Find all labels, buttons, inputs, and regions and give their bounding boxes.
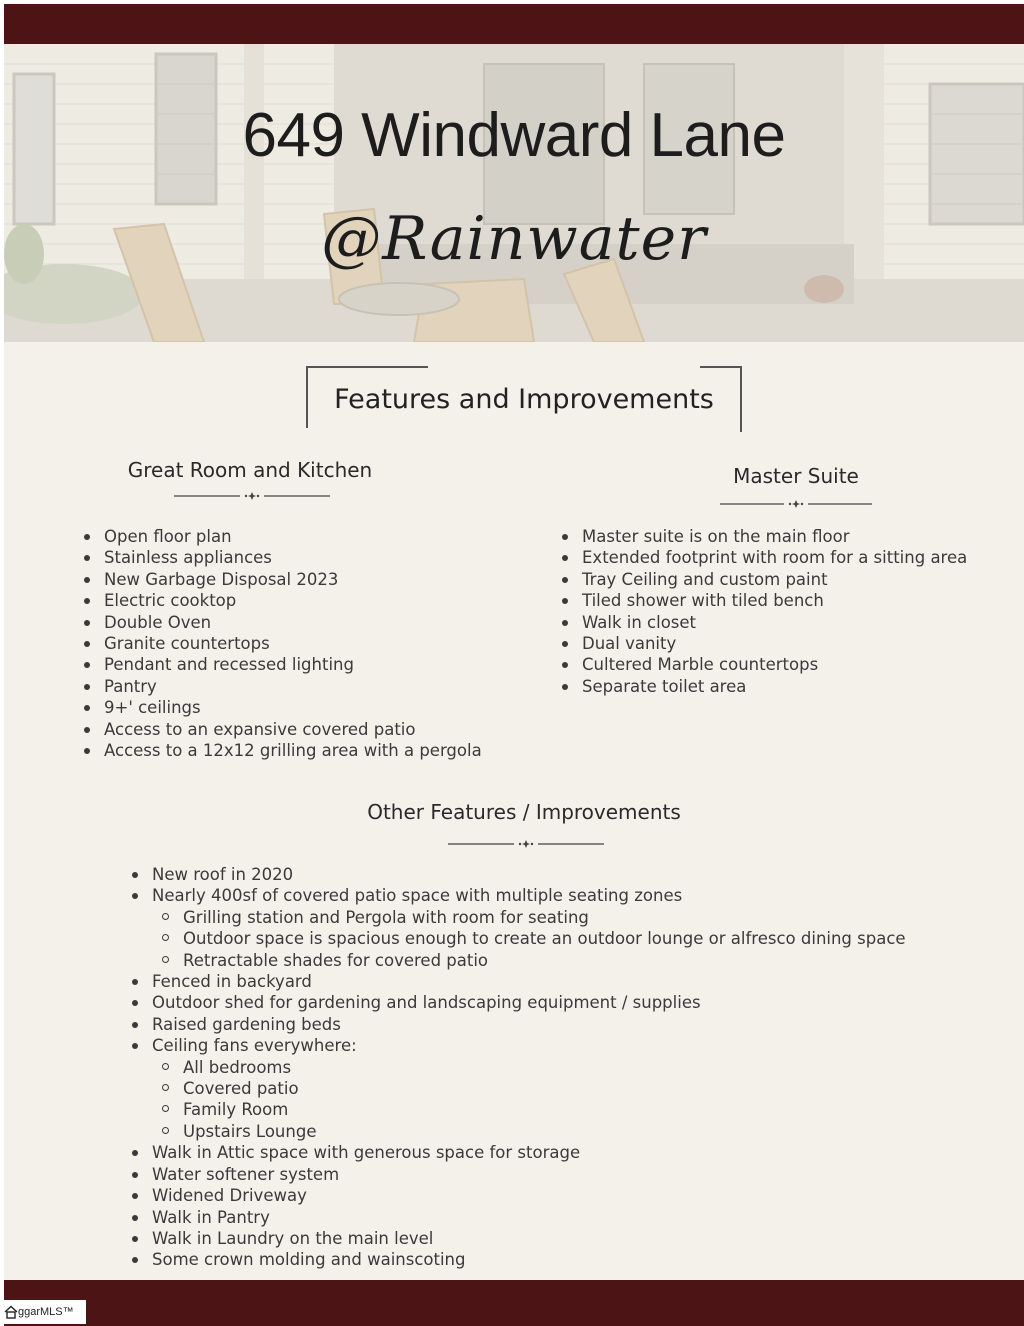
features-banner: [306, 366, 742, 434]
list-item: Widened Driveway: [130, 1185, 906, 1206]
list-item: Extended footprint with room for a sitting area: [560, 547, 967, 568]
list-item: Electric cooktop: [82, 590, 482, 611]
list-item: Walk in Attic space with generous space for storage: [130, 1142, 906, 1163]
great-room-heading: Great Room and Kitchen: [127, 458, 373, 482]
sub-list-item: Covered patio: [130, 1078, 906, 1099]
house-icon: [4, 1305, 18, 1319]
other-features-heading: Other Features / Improvements: [367, 800, 681, 824]
list-item: Dual vanity: [560, 633, 967, 654]
list-item: Cultered Marble countertops: [560, 654, 967, 675]
list-item: Ceiling fans everywhere:: [130, 1035, 906, 1056]
sub-list-item: Retractable shades for covered patio: [130, 950, 906, 971]
list-item: Walk in closet: [560, 612, 967, 633]
list-item: 9+' ceilings: [82, 697, 482, 718]
list-item: Master suite is on the main floor: [560, 526, 967, 547]
list-item: Pantry: [82, 676, 482, 697]
other-features-divider: [448, 838, 604, 850]
great-room-feature-list: [82, 526, 482, 761]
list-item: Nearly 400sf of covered patio space with multiple seating zones: [130, 885, 906, 906]
list-item: Fenced in backyard: [130, 971, 906, 992]
great-room-divider: [174, 490, 330, 502]
master-suite-heading: Master Suite: [733, 464, 859, 488]
list-item: Raised gardening beds: [130, 1014, 906, 1035]
list-item: Granite countertops: [82, 633, 482, 654]
list-item: New roof in 2020: [130, 864, 906, 885]
list-item: Access to a 12x12 grilling area with a pergola: [82, 740, 482, 761]
list-item: Tray Ceiling and custom paint: [560, 569, 967, 590]
list-item: Walk in Pantry: [130, 1207, 906, 1228]
sub-list-item: Family Room: [130, 1099, 906, 1120]
list-item: Walk in Laundry on the main level: [130, 1228, 906, 1249]
patio-photo-illustration: [4, 44, 1024, 342]
top-accent-bar: [4, 4, 1024, 44]
list-item: Open floor plan: [82, 526, 482, 547]
sub-list-item: All bedrooms: [130, 1057, 906, 1078]
list-item: Pendant and recessed lighting: [82, 654, 482, 675]
list-item: Tiled shower with tiled bench: [560, 590, 967, 611]
master-suite-feature-list: [560, 526, 967, 697]
sub-list-item: Outdoor space is spacious enough to create an outdoor lounge or alfresco dining space: [130, 928, 906, 949]
sub-list-item: Upstairs Lounge: [130, 1121, 906, 1142]
list-item: Some crown molding and wainscoting: [130, 1249, 906, 1270]
list-item: Separate toilet area: [560, 676, 967, 697]
master-suite-divider: [720, 498, 872, 510]
mls-watermark-text: ggarMLS™: [18, 1306, 74, 1318]
flyer-page: [4, 4, 1024, 1326]
list-item: Water softener system: [130, 1164, 906, 1185]
sub-list-item: Grilling station and Pergola with room for seating: [130, 907, 906, 928]
community-script-title: @Rainwater: [321, 204, 707, 274]
property-address-title: 649 Windward Lane: [242, 101, 786, 170]
other-features-list: [130, 864, 906, 1271]
bottom-accent-bar: [4, 1280, 1024, 1326]
list-item: Double Oven: [82, 612, 482, 633]
list-item: Outdoor shed for gardening and landscaping equipment / supplies: [130, 992, 906, 1013]
hero-photo: [4, 44, 1024, 342]
list-item: New Garbage Disposal 2023: [82, 569, 482, 590]
features-banner-title: Features and Improvements: [334, 384, 714, 415]
list-item: Access to an expansive covered patio: [82, 719, 482, 740]
mls-watermark: [0, 1300, 86, 1324]
list-item: Stainless appliances: [82, 547, 482, 568]
